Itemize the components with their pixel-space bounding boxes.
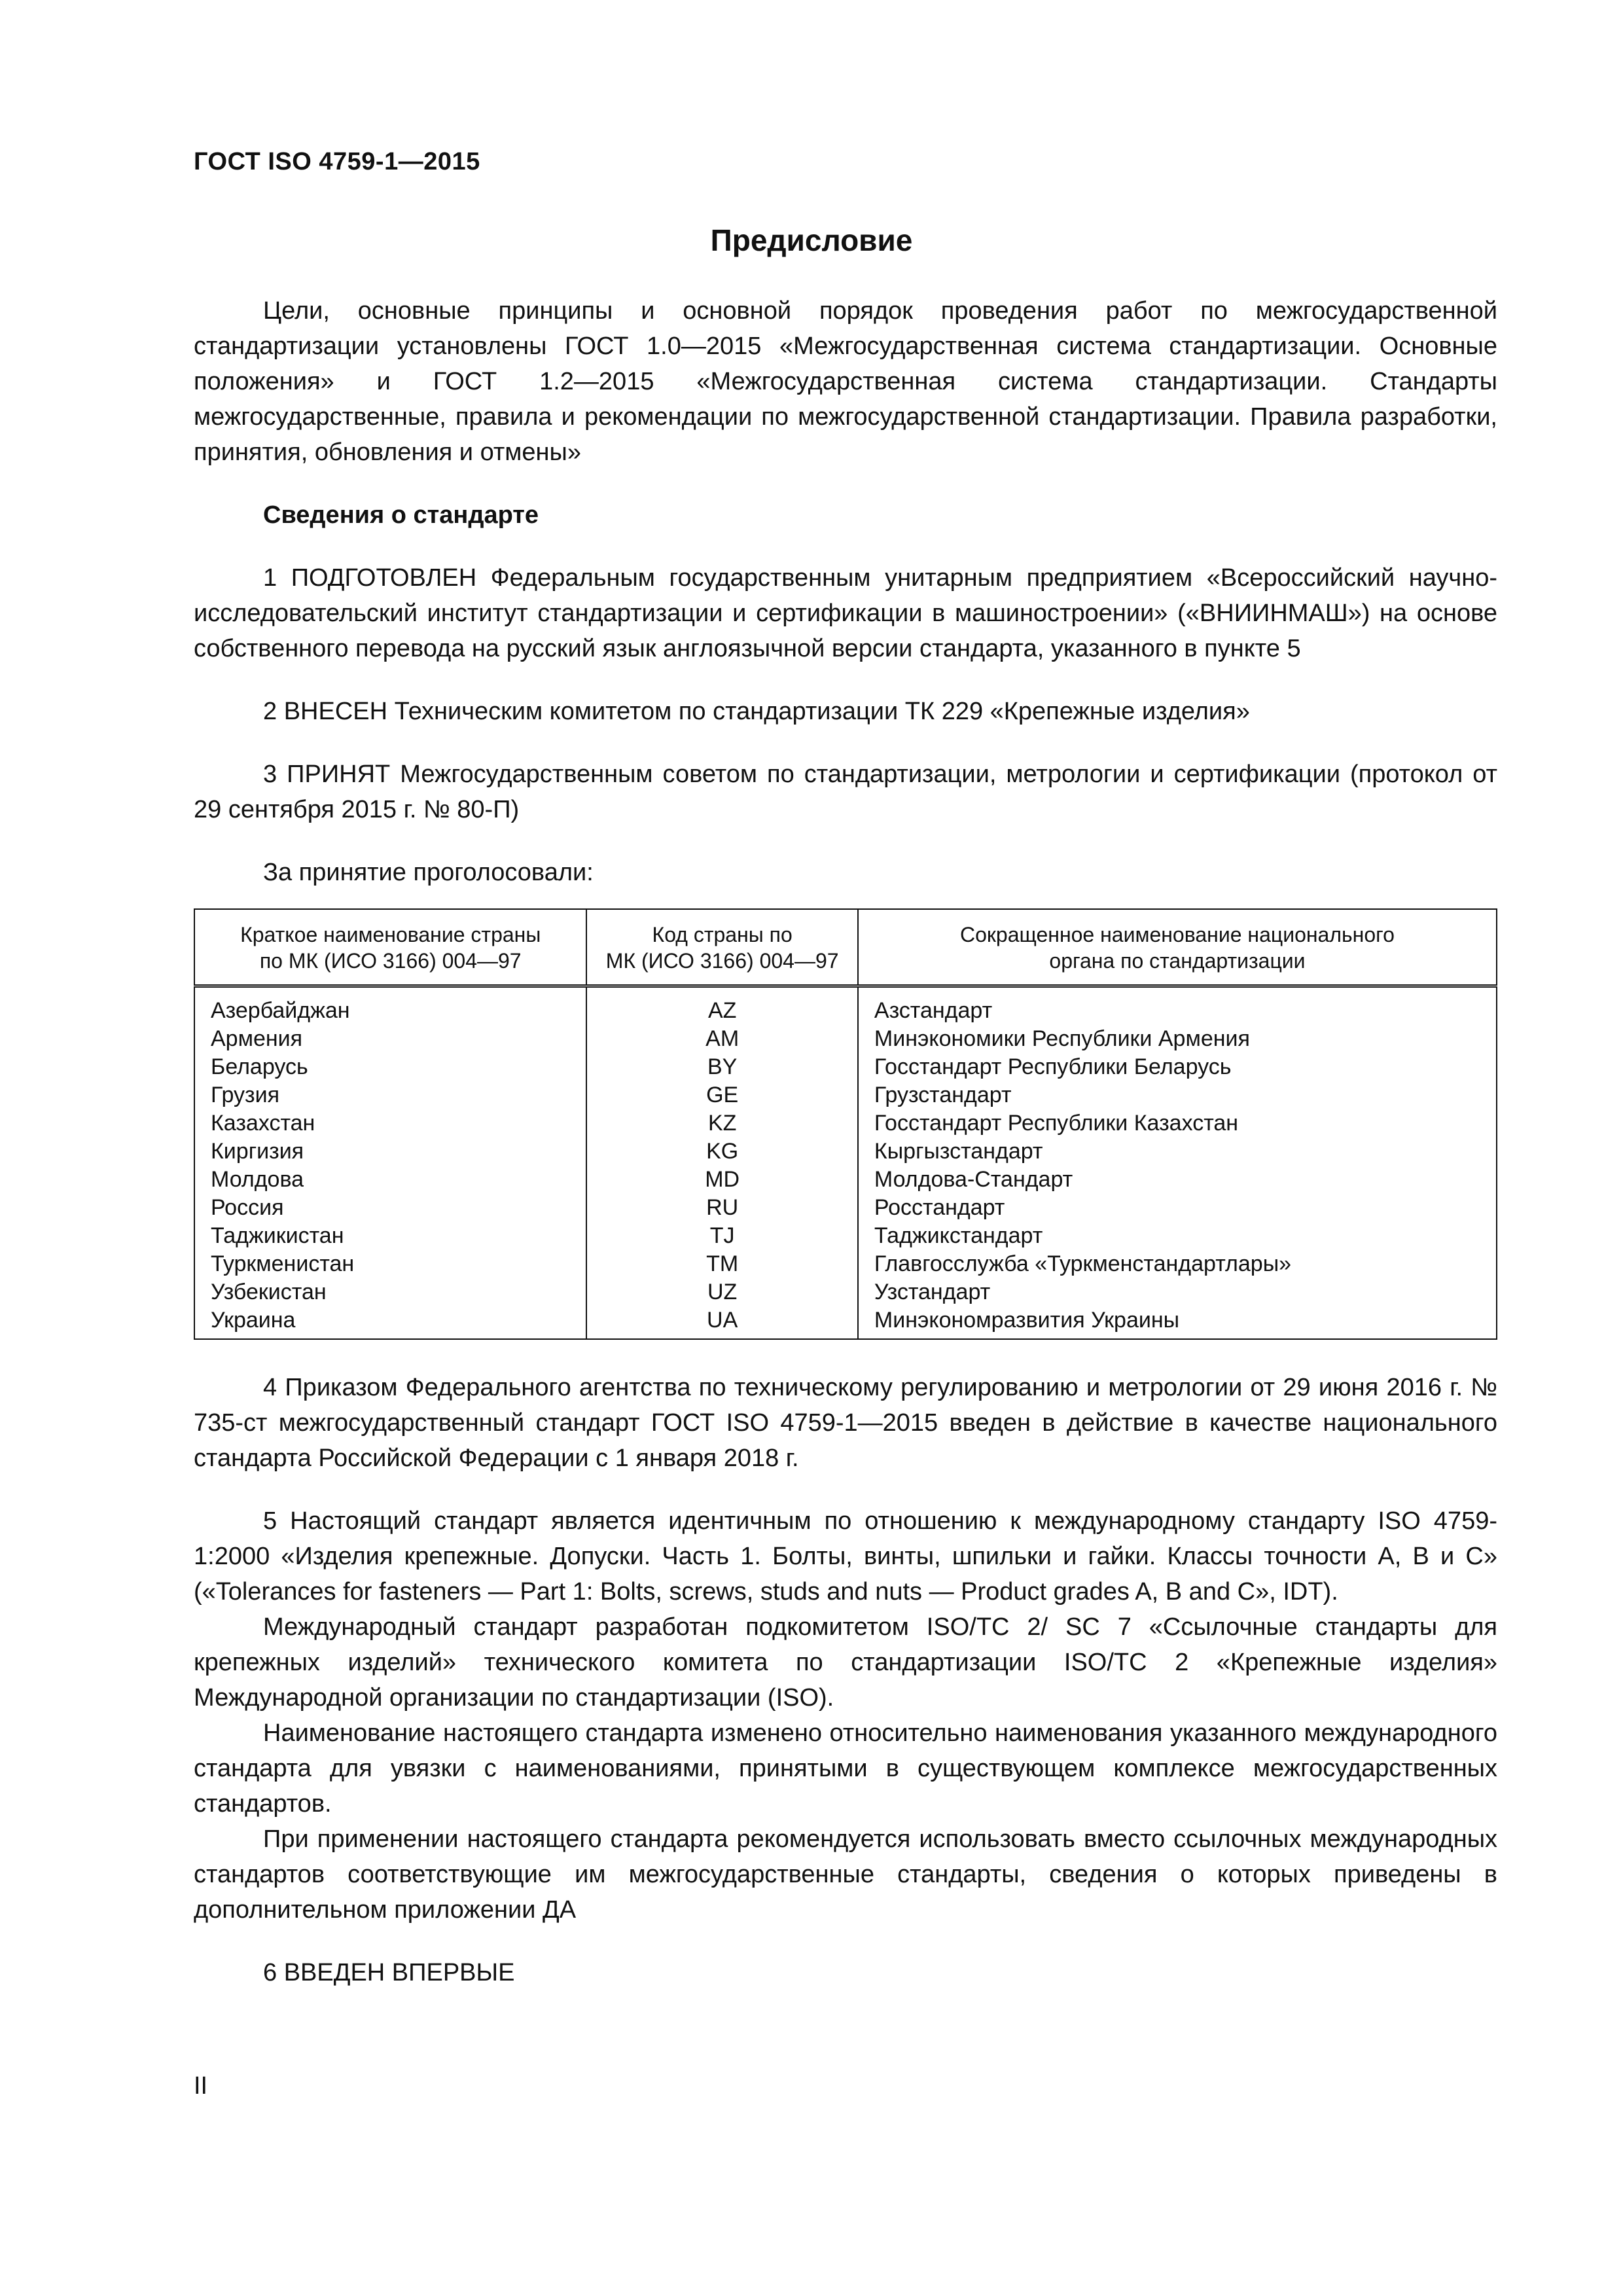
organization-cell: Грузстандарт — [858, 1081, 1497, 1109]
header-code-line2: МК (ИСО 3166) 004—97 — [605, 949, 839, 973]
item-5-paragraph: 5 Настоящий стандарт является идентичным по отношению к международному стандарту ISO 4759-1:2000 «Изделия крепежные. Допуски. Часть 1. Болты, винты, шпильки и гайки. Классы точности А, В и С» («Tolerances for fasteners — Part 1: Bolts, screws, studs and nuts — Product grades A, B and C», IDT). — [194, 1507, 1497, 1605]
country-cell: Беларусь — [194, 1053, 586, 1081]
header-organization — [858, 909, 1497, 986]
code-cell: GE — [586, 1081, 858, 1109]
table-row — [194, 1166, 1497, 1194]
organization-cell: Молдова-Стандарт — [858, 1166, 1497, 1194]
organization-cell: Кыргызстандарт — [858, 1138, 1497, 1166]
table-row — [194, 1250, 1497, 1278]
code-cell: TM — [586, 1250, 858, 1278]
organization-cell: Росстандарт — [858, 1194, 1497, 1222]
spacer — [194, 470, 1497, 497]
table-row — [194, 1306, 1497, 1339]
table-header-row — [194, 909, 1497, 986]
page-number: II — [194, 2072, 208, 2100]
code-cell: RU — [586, 1194, 858, 1222]
country-cell: Молдова — [194, 1166, 586, 1194]
organization-cell: Госстандарт Республики Беларусь — [858, 1053, 1497, 1081]
country-cell: Азербайджан — [194, 986, 586, 1026]
document-body — [194, 293, 1497, 1990]
table-row — [194, 1109, 1497, 1138]
spacer — [194, 666, 1497, 694]
item-3-paragraph: 3 ПРИНЯТ Межгосударственным советом по стандартизации, метрологии и сертификации (протокол от 29 сентября 2015 г. № 80-П) — [194, 761, 1497, 823]
code-cell: KZ — [586, 1109, 858, 1138]
item-6-paragraph: 6 ВВЕДЕН ВПЕРВЫЕ — [263, 1959, 515, 1986]
code-cell: KG — [586, 1138, 858, 1166]
header-country — [194, 909, 586, 986]
spacer — [194, 827, 1497, 855]
header-code-line1: Код страны по — [652, 923, 793, 946]
header-code — [586, 909, 858, 986]
organization-cell: Госстандарт Республики Казахстан — [858, 1109, 1497, 1138]
votes-table — [194, 908, 1497, 1340]
country-cell: Украина — [194, 1306, 586, 1339]
country-cell: Таджикистан — [194, 1222, 586, 1250]
organization-cell: Главгосслужба «Туркменстандартлары» — [858, 1250, 1497, 1278]
country-cell: Казахстан — [194, 1109, 586, 1138]
intro-paragraph: Цели, основные принципы и основной порядок проведения работ по межгосударственной стандартизации установлены ГОСТ 1.0—2015 «Межгосударственная система стандартизации. Основные положения» и ГОСТ 1.2—2015 «Межгосударственная система стандартизации. Стандарты межгосударственные, правила и рекомендации по межгосударственной стандартизации. Правила разработки, принятия, обновления и отмены» — [194, 297, 1497, 466]
table-row — [194, 1278, 1497, 1306]
country-cell: Грузия — [194, 1081, 586, 1109]
table-row — [194, 1081, 1497, 1109]
spacer — [194, 1476, 1497, 1503]
section-heading: Сведения о стандарте — [263, 501, 539, 529]
votes-intro: За принятие проголосовали: — [263, 859, 594, 886]
document-code: ГОСТ ISO 4759-1—2015 — [194, 148, 480, 175]
header-organization-line2: органа по стандартизации — [1049, 949, 1306, 973]
code-cell: UA — [586, 1306, 858, 1339]
code-cell: AM — [586, 1025, 858, 1053]
item-5-paragraph-3: Наименование настоящего стандарта изменено относительно наименования указанного международного стандарта для увязки с наименованиями, принятыми в существующем комплексе межгосударственных стандартов. — [194, 1719, 1497, 1818]
code-cell: TJ — [586, 1222, 858, 1250]
header-country-line2: по МК (ИСО 3166) 004—97 — [259, 949, 522, 973]
country-cell: Армения — [194, 1025, 586, 1053]
code-cell: BY — [586, 1053, 858, 1081]
organization-cell: Таджикстандарт — [858, 1222, 1497, 1250]
code-cell: UZ — [586, 1278, 858, 1306]
spacer — [194, 533, 1497, 560]
spacer — [194, 1340, 1497, 1370]
country-cell: Узбекистан — [194, 1278, 586, 1306]
country-cell: Туркменистан — [194, 1250, 586, 1278]
header-organization-line1: Сокращенное наименование национального — [960, 923, 1395, 946]
page-title: Предисловие — [710, 223, 913, 257]
item-1-paragraph: 1 ПОДГОТОВЛЕН Федеральным государственным унитарным предприятием «Всероссийский научно-исследовательский институт стандартизации и сертификации в машиностроении» («ВНИИНМАШ») на основе собственного перевода на русский язык англоязычной версии стандарта, указанного в пункте 5 — [194, 564, 1497, 662]
table-row — [194, 986, 1497, 1026]
table-row — [194, 1222, 1497, 1250]
code-cell: AZ — [586, 986, 858, 1026]
organization-cell: Минэкономразвития Украины — [858, 1306, 1497, 1339]
table-row — [194, 1025, 1497, 1053]
organization-cell: Минэкономики Республики Армения — [858, 1025, 1497, 1053]
spacer — [194, 1928, 1497, 1955]
table-row — [194, 1053, 1497, 1081]
table-row — [194, 1138, 1497, 1166]
country-cell: Киргизия — [194, 1138, 586, 1166]
spacer — [194, 729, 1497, 757]
code-cell: MD — [586, 1166, 858, 1194]
header-country-line1: Краткое наименование страны — [240, 923, 541, 946]
organization-cell: Узстандарт — [858, 1278, 1497, 1306]
table-row — [194, 1194, 1497, 1222]
organization-cell: Азстандарт — [858, 986, 1497, 1026]
item-5-paragraph-2: Международный стандарт разработан подкомитетом ISO/TC 2/ SC 7 «Ссылочные стандарты для крепежных изделий» технического комитета по стандартизации ISO/TC 2 «Крепежные изделия» Международной организации по стандартизации (ISO). — [194, 1613, 1497, 1712]
item-5-paragraph-4: При применении настоящего стандарта рекомендуется использовать вместо ссылочных международных стандартов соответствующие им межгосударственные стандарты, сведения о которых приведены в дополнительном приложении ДА — [194, 1825, 1497, 1924]
item-2-paragraph: 2 ВНЕСЕН Техническим комитетом по стандартизации ТК 229 «Крепежные изделия» — [263, 698, 1250, 725]
country-cell: Россия — [194, 1194, 586, 1222]
item-4-paragraph: 4 Приказом Федерального агентства по техническому регулированию и метрологии от 29 июня 2016 г. № 735-ст межгосударственный стандарт ГОСТ ISO 4759-1—2015 введен в действие в качестве национального стандарта Российской Федерации с 1 января 2018 г. — [194, 1374, 1497, 1472]
